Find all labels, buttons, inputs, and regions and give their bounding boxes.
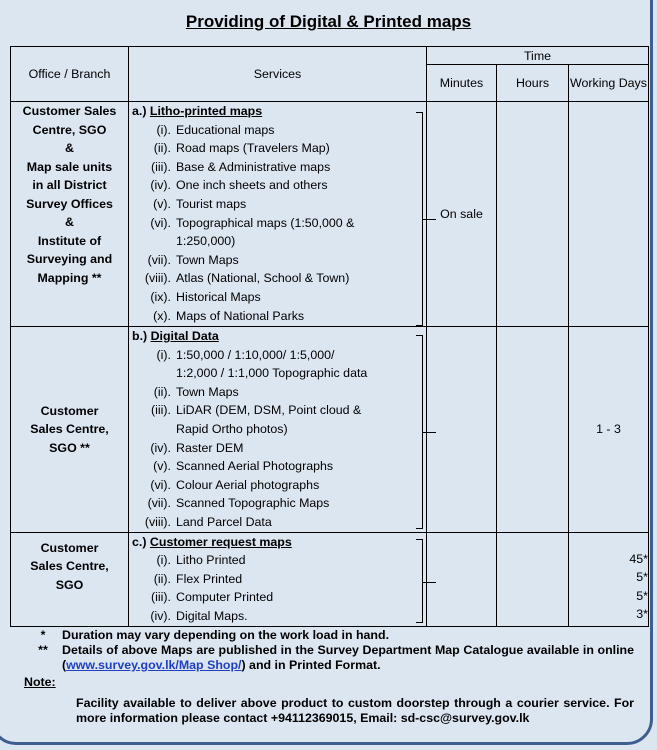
item-text: Maps of National Parks [176,308,305,323]
office-line: Centre, SGO [32,122,107,137]
office-cell [11,327,129,533]
item-text: Computer Printed [176,590,274,605]
section-heading: a.) Litho-printed maps [132,104,263,118]
item-text: Educational maps [176,122,275,137]
services-cell [129,102,427,327]
list-item [129,176,426,195]
item-number [129,232,176,251]
office-line: Surveying and [26,252,113,266]
header-time: Time [427,47,649,65]
brace [416,539,423,623]
office-line: in all District [32,178,107,192]
office-line: Mapping ** [37,270,102,285]
item-number: (i). [156,347,171,362]
item-number: (vii). [147,252,171,267]
header-office: Office / Branch [11,47,129,102]
list-item [129,551,426,570]
office-cell [11,532,129,626]
item-number [129,420,176,439]
item-number: (ii). [153,571,171,586]
working-days-value: 5* [636,570,648,585]
item-number: (iv). [150,608,171,623]
footnote-mark: * [40,628,46,642]
office-lines [11,402,128,458]
office-lines [11,539,128,595]
working-days-cell [569,102,649,327]
office-line: Customer [40,403,99,418]
working-days-value: 3* [636,607,648,622]
working-days-list [569,550,648,624]
section-heading: c.) Customer request maps [132,534,292,549]
list-item [129,607,426,626]
item-number: (iii). [151,159,171,174]
item-text: Atlas (National, School & Town) [176,271,350,286]
note-text: Facility available to deliver above product to custom doorstep through a courier service. For more information please contact +94112369015, Email: sd-csc@survey.gov.lk [76,696,634,725]
item-number: (vi). [150,477,171,492]
item-number: (ii). [153,141,171,156]
item-text: Base & Administrative maps [176,159,331,174]
services-cell [129,532,427,626]
office-line: SGO [55,577,84,592]
list-item [129,420,426,439]
office-line: Institute of [37,233,102,248]
office-lines [11,102,128,287]
service-items [129,346,426,532]
header-working-days: Working Days [569,65,649,102]
item-text: Scanned Aerial Photographs [176,459,334,474]
brace [416,335,423,529]
working-days-value: 5* [636,588,648,603]
table-row [11,327,649,533]
list-item [129,513,426,532]
list-item [129,195,426,214]
footnote-text: Duration may vary depending on the work load in hand. [62,628,390,642]
list-item [129,121,426,140]
footnote-text: Details of above Maps are published in the Survey Department Map Catalogue available in online (www.survey.gov.lk/Map Shop/) and in Printed Format. [62,643,634,672]
list-item [129,346,426,365]
brace-tick [422,432,436,433]
services-cell [129,327,427,533]
item-number: (viii). [144,514,171,529]
header-minutes: Minutes [427,65,497,102]
item-text: Colour Aerial photographs [176,477,320,492]
item-number: (iv). [150,440,171,455]
item-number: (v). [153,459,171,474]
map-shop-link[interactable]: www.survey.gov.lk/Map Shop/ [66,658,242,672]
item-number: (v). [153,196,171,211]
item-number: (viii). [144,271,171,286]
office-line: Map sale units [26,159,113,174]
list-item [129,439,426,458]
office-line: Sales Centre, [30,559,109,574]
office-line: Survey Offices [26,196,113,211]
item-number: (iv). [150,178,171,193]
item-text: 1:250,000) [176,234,236,249]
section-heading: b.) Digital Data [132,329,219,343]
working-days-cell: 1 - 3 [569,327,649,533]
office-line: Sales Centre, [30,422,109,437]
office-cell [11,102,129,327]
item-text: Road maps (Travelers Map) [176,141,330,156]
item-number: (iii). [151,590,171,605]
office-line: Customer Sales [22,104,117,118]
minutes-cell: On sale [427,102,497,327]
hours-cell [497,532,569,626]
service-items [129,121,426,326]
list-item [129,401,426,420]
list-item [129,588,426,607]
list-item [129,383,426,402]
header-hours: Hours [497,65,569,102]
list-item [129,232,426,251]
item-number: (x). [153,308,171,323]
working-days-cell [569,532,649,626]
notes-section [24,628,634,726]
header-row-1 [11,47,649,65]
brace-tick [422,219,436,220]
item-text: One inch sheets and others [176,178,328,193]
footnote-1 [24,628,634,643]
list-item [129,457,426,476]
list-item [129,158,426,177]
item-text: Land Parcel Data [176,514,272,529]
item-text: Tourist maps [176,196,247,211]
working-days-value: 45* [629,551,648,566]
item-number: (ix). [150,289,171,304]
hours-cell [497,102,569,327]
footnote-mark: ** [38,643,48,657]
list-item [129,139,426,158]
table-row [11,532,649,626]
minutes-cell [427,327,497,533]
item-text: 1:50,000 / 1:10,000/ 1:5,000/ [176,347,335,362]
footnote-2 [24,643,634,673]
page-title: Providing of Digital & Printed maps [185,12,472,31]
item-number: (i). [156,553,171,568]
list-item [129,570,426,589]
list-item [129,214,426,233]
service-items [129,551,426,625]
list-item [129,364,426,383]
hours-cell [497,327,569,533]
item-number: (vi). [150,215,171,230]
brace-tick [422,582,436,583]
office-line: & [65,141,74,155]
item-number: (vii). [147,496,171,511]
list-item [129,251,426,270]
list-item [129,269,426,288]
item-text: 1:2,000 / 1:1,000 Topographic data [176,366,368,381]
table-row [11,102,649,327]
item-text: Town Maps [176,252,239,267]
item-number: (iii). [151,403,171,418]
item-text: Digital Maps. [176,608,248,623]
item-number [129,364,176,383]
list-item [129,476,426,495]
item-text: Historical Maps [176,289,261,304]
item-text: Flex Printed [176,571,243,586]
office-line: & [65,215,74,229]
item-text: Town Maps [176,384,239,399]
note-label: Note: [24,675,56,689]
item-number: (ii). [153,384,171,399]
item-text: Scanned Topographic Maps [176,496,330,511]
office-line: SGO ** [49,440,90,455]
brace [416,112,423,326]
services-table [10,46,649,627]
header-services: Services [129,47,427,102]
minutes-cell [427,532,497,626]
item-text: Topographical maps (1:50,000 & [176,215,355,230]
item-text: LiDAR (DEM, DSM, Point cloud & [176,403,362,418]
item-number: (i). [156,122,171,137]
office-line: Customer [40,540,99,555]
item-text: Litho Printed [176,553,246,568]
list-item [129,494,426,513]
item-text: Raster DEM [176,440,244,455]
list-item [129,288,426,307]
item-text: Rapid Ortho photos) [176,421,288,436]
list-item [129,307,426,326]
